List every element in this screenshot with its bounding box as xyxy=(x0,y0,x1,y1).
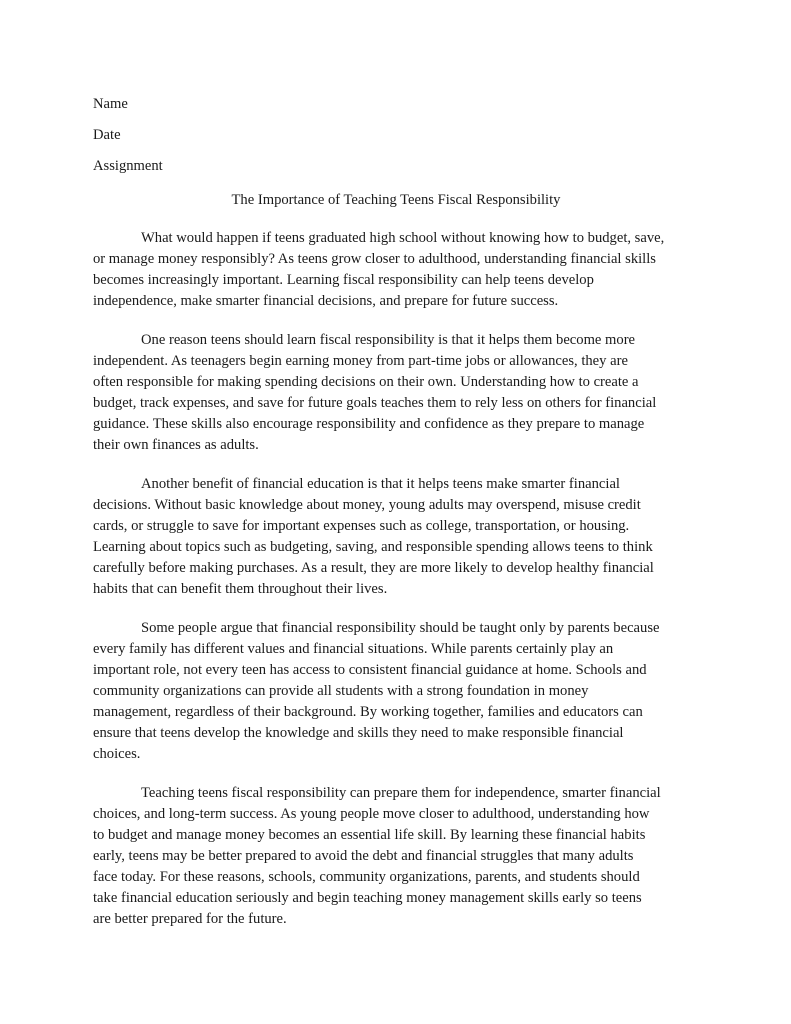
paragraph-line: independence, make smarter financial decisions, and prepare for future success. xyxy=(93,293,559,309)
essay-paragraph xyxy=(93,474,713,600)
paragraph-line: often responsible for making spending decisions on their own. Understanding how to create a xyxy=(93,374,639,390)
essay-paragraph xyxy=(93,783,713,930)
paragraph-line: guidance. These skills also encourage responsibility and confidence as they prepare to manage xyxy=(93,416,645,432)
paragraph-line: important role, not every teen has access to consistent financial guidance at home. Schools and xyxy=(93,662,647,678)
essay-title: The Importance of Teaching Teens Fiscal Responsibility xyxy=(231,192,561,208)
paragraph-line: management, regardless of their background. By working together, families and educators can xyxy=(93,704,643,720)
paragraph-line: habits that can benefit them throughout their lives. xyxy=(93,581,388,597)
paragraph-line: What would happen if teens graduated high school without knowing how to budget, save, xyxy=(141,230,665,246)
paragraph-line: are better prepared for the future. xyxy=(93,911,287,927)
paragraph-line: choices, and long-term success. As young people move closer to adulthood, understanding how xyxy=(93,806,650,822)
paragraph-line: Teaching teens fiscal responsibility can prepare them for independence, smarter financial xyxy=(141,785,661,801)
date-line: Date xyxy=(93,127,121,143)
paragraph-line: decisions. Without basic knowledge about money, young adults may overspend, misuse credit xyxy=(93,497,641,513)
essay-paragraph xyxy=(93,618,713,765)
essay-paragraph xyxy=(93,228,713,312)
paragraph-line: cards, or struggle to save for important expenses such as college, transportation, or housing. xyxy=(93,518,630,534)
paragraph-line: ensure that teens develop the knowledge and skills they need to make responsible financial xyxy=(93,725,624,741)
paragraph-line: every family has different values and financial situations. While parents certainly play an xyxy=(93,641,614,657)
paragraph-line: or manage money responsibly? As teens grow closer to adulthood, understanding financial skills xyxy=(93,251,656,267)
paragraph-line: carefully before making purchases. As a result, they are more likely to develop healthy financial xyxy=(93,560,654,576)
paragraph-line: community organizations can provide all students with a strong foundation in money xyxy=(93,683,589,699)
paragraph-line: independent. As teenagers begin earning money from part-time jobs or allowances, they are xyxy=(93,353,628,369)
paragraph-line: choices. xyxy=(93,746,141,762)
paragraph-line: Learning about topics such as budgeting, saving, and responsible spending allows teens to think xyxy=(93,539,653,555)
paragraph-line: Some people argue that financial responsibility should be taught only by parents because xyxy=(141,620,660,636)
student-name-line: Name xyxy=(93,96,128,112)
paragraph-line: their own finances as adults. xyxy=(93,437,259,453)
paragraph-line: becomes increasingly important. Learning fiscal responsibility can help teens develop xyxy=(93,272,594,288)
paragraph-line: Another benefit of financial education is that it helps teens make smarter financial xyxy=(141,476,620,492)
paragraph-line: early, teens may be better prepared to avoid the debt and financial struggles that many adults xyxy=(93,848,634,864)
essay-paragraph xyxy=(93,330,713,456)
assignment-line: Assignment xyxy=(93,158,163,174)
paragraph-line: face today. For these reasons, schools, community organizations, parents, and students should xyxy=(93,869,640,885)
paragraph-line: One reason teens should learn fiscal responsibility is that it helps them become more xyxy=(141,332,636,348)
paragraph-line: budget, track expenses, and save for future goals teaches them to rely less on others for financial xyxy=(93,395,657,411)
paragraph-line: to budget and manage money becomes an essential life skill. By learning these financial habits xyxy=(93,827,646,843)
essay-body xyxy=(93,228,713,948)
paragraph-line: take financial education seriously and begin teaching money management skills early so teens xyxy=(93,890,642,906)
